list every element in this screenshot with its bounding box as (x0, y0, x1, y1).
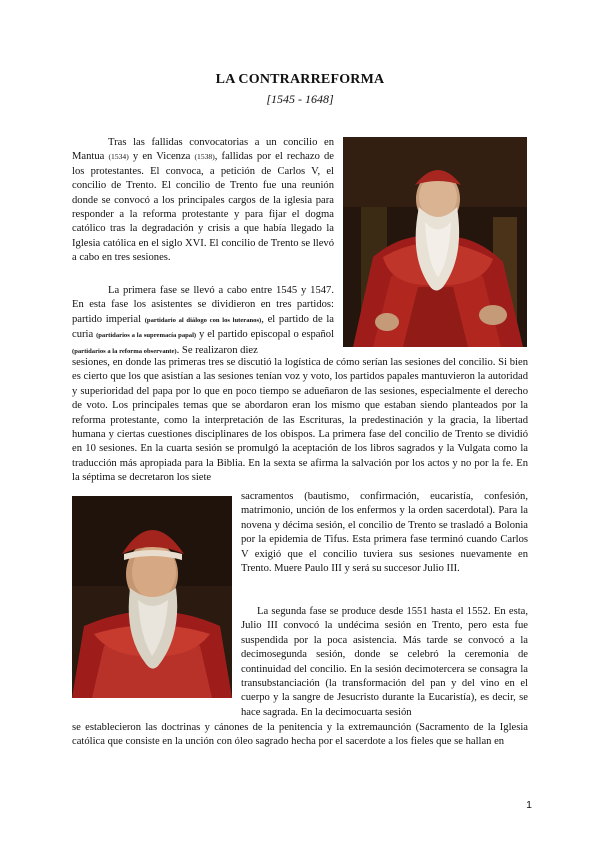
paragraph-2-text-d: . Se realizaron diez (176, 344, 258, 356)
paragraph-2-text-a: La primera fase se llevó a cabo entre 1545 y 1547. En esta fase los asistentes se dividieron en tres partidos: partido imperial (72, 285, 334, 325)
paragraph-2-text-b: , el partido de la curia (72, 313, 334, 341)
paragraph-1-text-b: y en Vicenza (128, 151, 195, 163)
portrait-julio-iii-image (72, 496, 232, 698)
paragraph-3-body: se establecieron las doctrinas y cánones de la penitencia y la extremaunción (Sacramento de la Iglesia católica que consiste en la unción con óleo sagrado hecha por el sacerdote a los fieles que se hallan en (72, 722, 528, 748)
page-subtitle-dates: [1545 - 1648] (266, 92, 334, 106)
year-mantua: (1534) (108, 152, 129, 162)
paragraph-2-sacramentos: sacramentos (bautismo, confirmación, eucaristía, confesión, matrimonio, unción de los enfermos y la orden sacerdotal). Para la novena y décima sesión, el concilio de Trento se trasladó a Bolonia por la epidemia de Tifus. Esta primera fase terminó cuando Carlos V exigió que el concilio tuviera sus sesiones nuevamente en Trento. Muere Paulo III y será su succesor Julio III. (241, 491, 528, 575)
paragraph-2-intro (72, 284, 334, 359)
paragraph-3-intro: La segunda fase se produce desde 1551 hasta el 1552. En esta, Julio III convocó la undécima sesión en Trento, pero esta fue suspendida por la poca asistencia. Más tarde se convocó a la decimosegunda sesión, donde se celebró la ceremonia de continuidad del concilio. En la sesión decimotercera se consagra la transubstanciación (la transformación del pan y del vino en el cuerpo y la sangre de Jesucristo durante la Eucaristía), es decir, se hace sagrada. En la decimocuarta sesión (241, 606, 528, 718)
page-title: LA CONTRARREFORMA (215, 72, 385, 87)
portrait-paulo-iii (343, 137, 527, 347)
year-vicenza: (1538) (194, 152, 215, 162)
portrait-paulo-iii-image (343, 137, 527, 347)
page-number: 1 (526, 799, 532, 811)
paragraph-1-text-c: , fallidas por el rechazo de los protestantes. El convoca, a petición de Carlos V, el concilio de Trento. El concilio de Trento fue una reunión donde se convocó a los principales cargos de la iglesia para responder a la reforma protestante y para fijar el dogma católico tras la degradación y crisis a que había llegado la Iglesia católica en el siglo XVI. El concilio de Trento se llevó a cabo en tres sesiones. (72, 151, 335, 264)
paragraph-2-body: sesiones, en donde las primeras tres se discutió la logística de cómo serían las sesiones del concilio. Si bien es cierto que los que asistían a las sesiones tenían voz y voto, los partidos papales mantuvieron la autoridad y superioridad del papa por lo que en poco tiempo se adueñaron de las sesiones, especialmente el derecho de voto. Los principales temas que se abordaron eran los mismo que estaban siendo planteados por la reforma protestante, como la interpretación de las Escrituras, la predestinación y la gracia, la libertad humana y ciertas cuestiones disciplinares de los obispos. La primera fase del concilio de Trento se dividió en 10 sesiones. En la cuarta sesión se promulgó la aceptación de los libros sagrados y la Vulgata como la traducción más apropiada para la Biblia. En la sexta se afirma la salvación por los actos y no por la fe. En la séptima se decretaron los siete (72, 357, 528, 484)
paragraph-1-text-a: Tras las fallidas convocatorias a un concilio en Mantua (72, 137, 334, 163)
paragraph-2-text-c: y el partido episcopal o español (196, 329, 335, 341)
note-partido-espanol: (partidarios a la reforma observante) (72, 347, 177, 355)
paragraph-1 (72, 136, 334, 266)
portrait-julio-iii (72, 496, 232, 698)
note-partido-imperial: (partidario al diálogo con los luteranos) (144, 316, 262, 324)
note-partido-curia: (partidarios a la supremacía papal) (96, 332, 197, 340)
